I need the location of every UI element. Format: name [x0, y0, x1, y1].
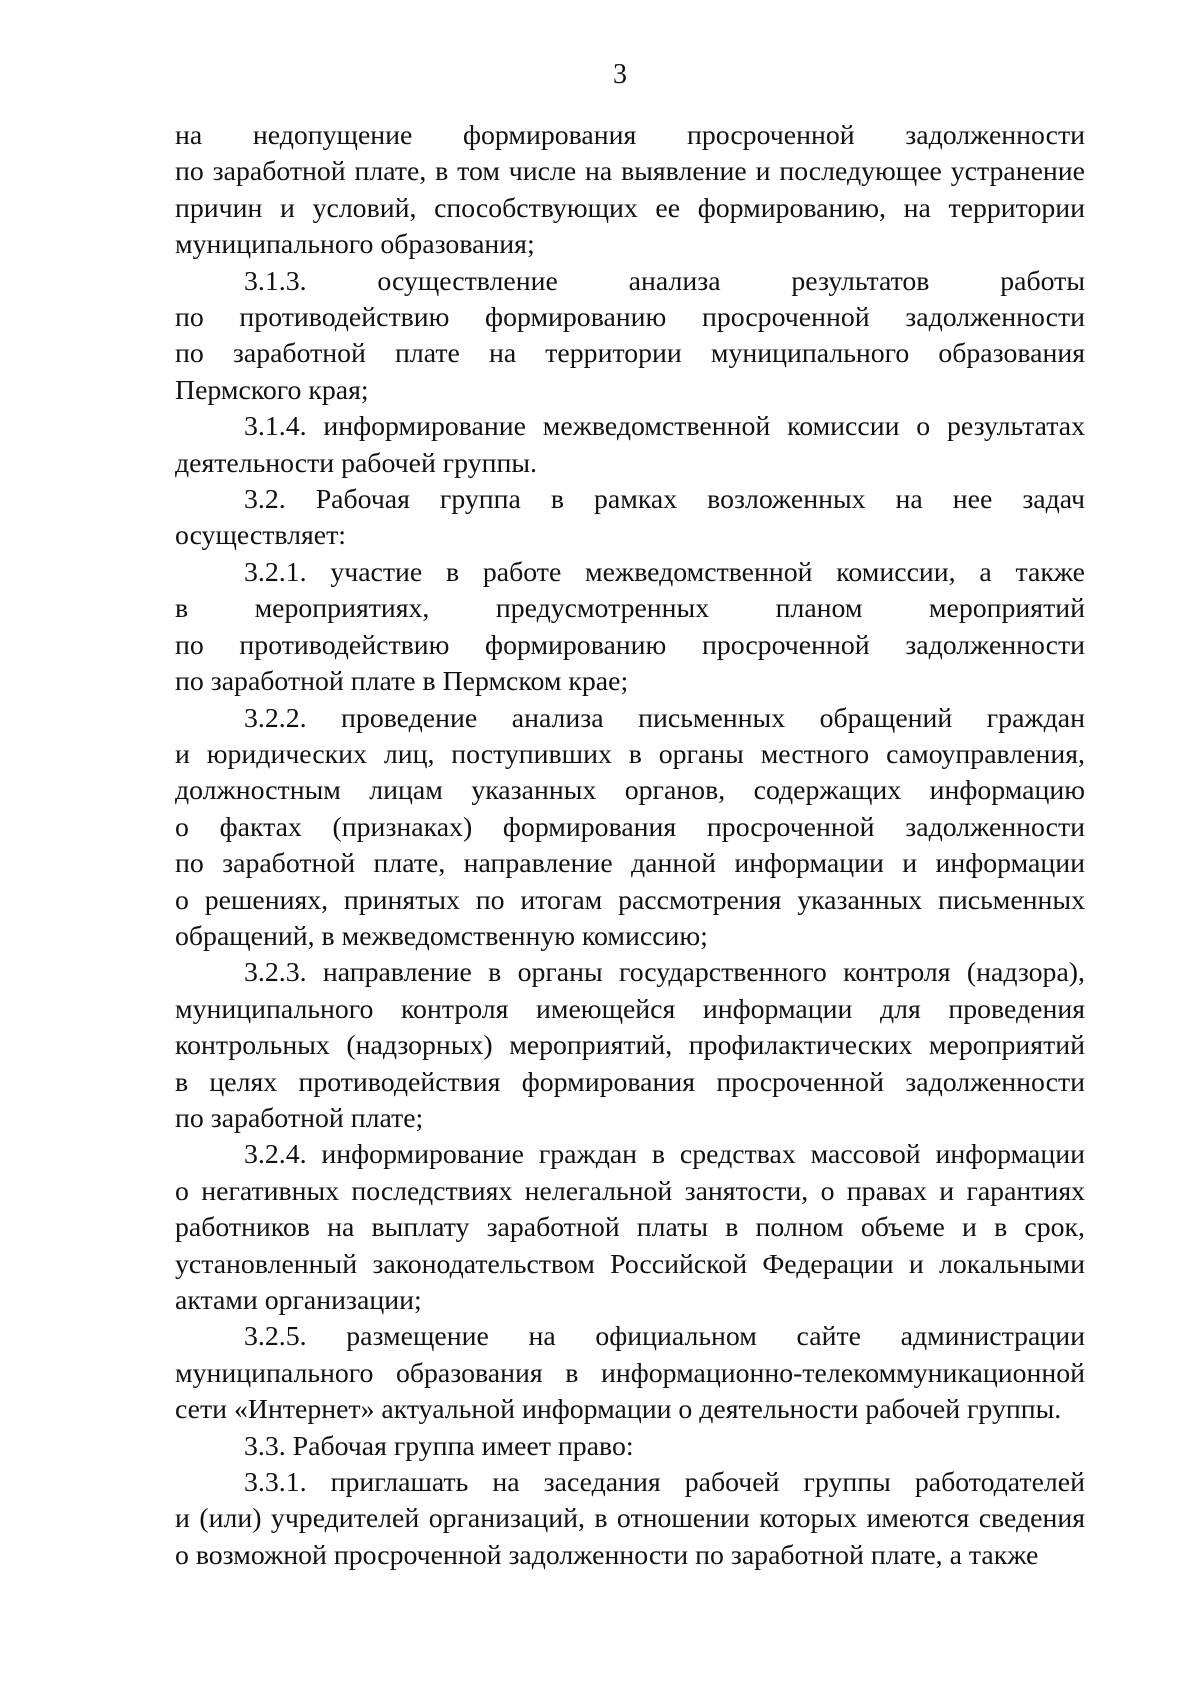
paragraph: [175, 555, 1085, 701]
text-line: о решениях, принятых по итогам рассмотрения указанных письменных: [175, 884, 1085, 916]
document-body: [175, 118, 1085, 1574]
text-line: по противодействию формированию просроченной задолженности: [175, 629, 1085, 661]
text-line: на недопущение формирования просроченной задолженности: [175, 120, 1085, 151]
text-line: 3.1.4. информирование межведомственной комиссии о результатах: [244, 411, 1085, 443]
paragraph: [175, 1319, 1085, 1428]
text-line: по заработной плате в Пермском крае;: [175, 666, 629, 698]
text-line: 3.2.3. направление в органы государственного контроля (надзора),: [244, 957, 1085, 989]
text-line: муниципального образования;: [175, 229, 535, 261]
text-line: 3.1.3. осуществление анализа результатов работы: [244, 265, 1085, 297]
text-line: по заработной плате, в том числе на выявление и последующее устранение: [175, 156, 1085, 188]
text-line: в мероприятиях, предусмотренных планом мероприятий: [175, 593, 1085, 625]
page-number: 3: [613, 59, 627, 90]
text-line: обращений, в межведомственную комиссию;: [175, 920, 708, 952]
text-line: муниципального контроля имеющейся информации для проведения: [175, 993, 1085, 1025]
text-line: муниципального образования в информационно-телекоммуникационной: [175, 1357, 1085, 1389]
text-line: 3.2.4. информирование граждан в средствах массовой информации: [244, 1139, 1085, 1171]
text-line: осуществляет:: [175, 520, 347, 552]
text-line: 3.2. Рабочая группа в рамках возложенных на нее задач: [244, 484, 1085, 516]
text-line: работников на выплату заработной платы в полном объеме и в срок,: [175, 1212, 1085, 1244]
text-line: 3.3.1. приглашать на заседания рабочей группы работодателей: [244, 1467, 1085, 1499]
paragraph: [175, 1137, 1085, 1319]
text-line: и (или) учредителей организаций, в отношении которых имеются сведения: [175, 1503, 1085, 1535]
paragraph: [175, 1465, 1085, 1574]
text-line: 3.3. Рабочая группа имеет право:: [244, 1430, 634, 1462]
paragraph: [175, 264, 1085, 410]
paragraph: [175, 955, 1085, 1137]
text-line: и юридических лиц, поступивших в органы местного самоуправления,: [175, 738, 1085, 770]
paragraph: [175, 409, 1085, 482]
text-line: по заработной плате;: [175, 1102, 424, 1134]
text-line: 3.2.2. проведение анализа письменных обращений граждан: [244, 702, 1085, 734]
text-line: по заработной плате на территории муниципального образования: [175, 338, 1085, 370]
text-line: о негативных последствиях нелегальной занятости, о правах и гарантиях: [175, 1175, 1085, 1207]
paragraph: [175, 1429, 1085, 1465]
text-line: деятельности рабочей группы.: [175, 447, 537, 479]
text-line: 3.2.5. размещение на официальном сайте администрации: [244, 1321, 1085, 1353]
text-line: должностным лицам указанных органов, содержащих информацию: [175, 775, 1085, 807]
text-line: в целях противодействия формирования просроченной задолженности: [175, 1066, 1085, 1098]
paragraph: [175, 482, 1085, 555]
text-line: причин и условий, способствующих ее формированию, на территории: [175, 192, 1085, 224]
text-line: установленный законодательством Российской Федерации и локальными: [175, 1248, 1085, 1280]
text-line: о возможной просроченной задолженности по заработной плате, а также: [175, 1539, 1039, 1571]
text-line: по противодействию формированию просроченной задолженности: [175, 302, 1085, 334]
text-line: актами организации;: [175, 1285, 422, 1316]
text-line: о фактах (признаках) формирования просроченной задолженности: [175, 811, 1085, 843]
paragraph: [175, 701, 1085, 956]
text-line: 3.2.1. участие в работе межведомственной комиссии, а также: [244, 556, 1085, 588]
text-line: по заработной плате, направление данной информации и информации: [175, 848, 1085, 880]
text-line: контрольных (надзорных) мероприятий, профилактических мероприятий: [175, 1030, 1085, 1062]
paragraph: [175, 118, 1085, 264]
text-line: сети «Интернет» актуальной информации о деятельности рабочей группы.: [175, 1394, 1062, 1426]
text-line: Пермского края;: [175, 374, 369, 406]
